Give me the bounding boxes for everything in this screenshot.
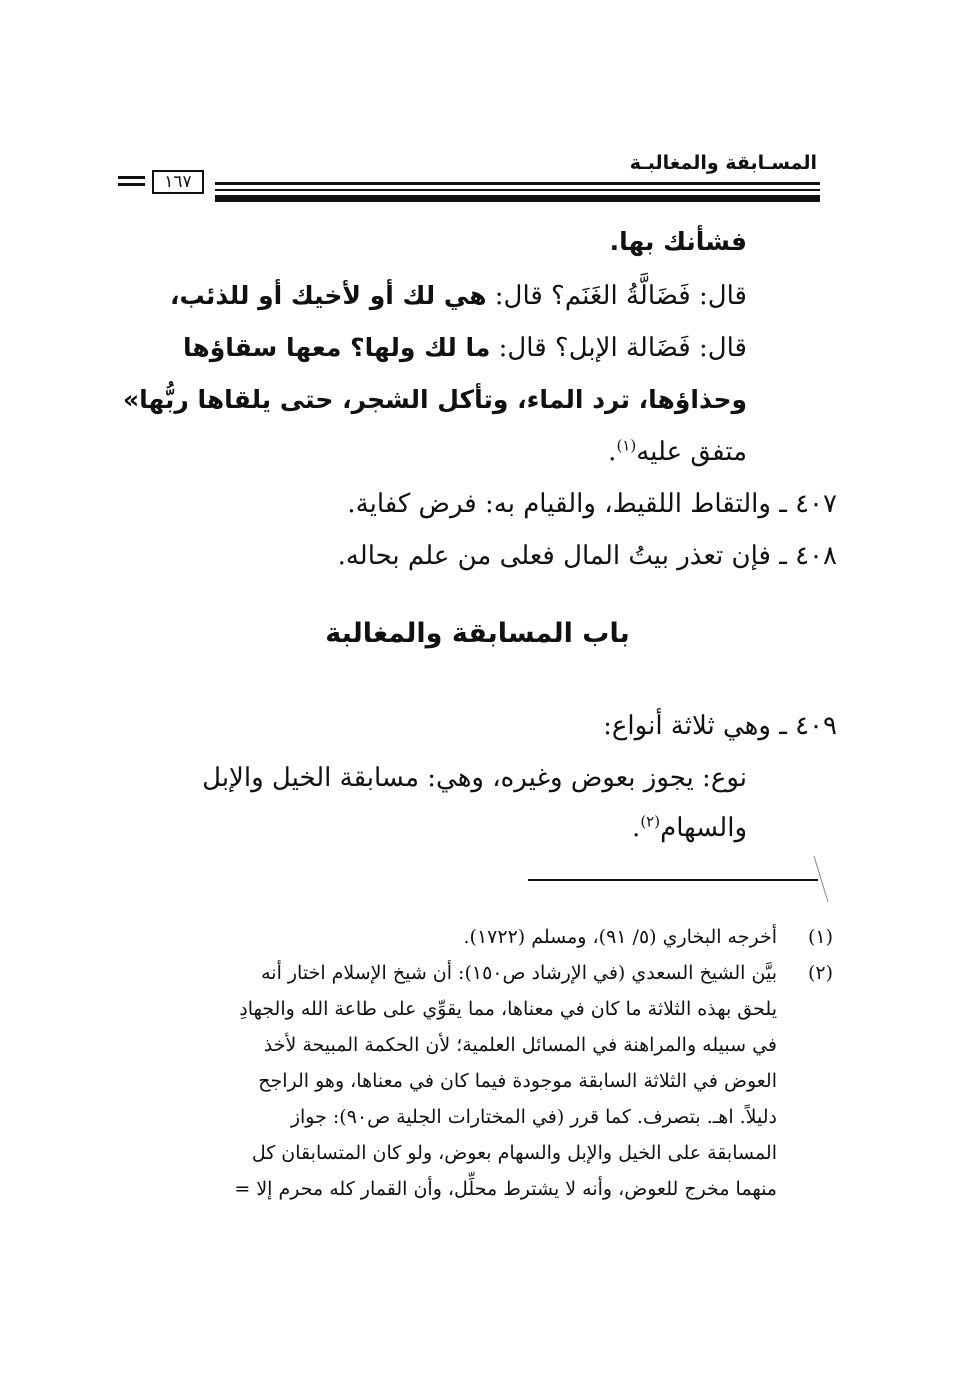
text-line bbox=[183, 328, 747, 368]
page-number: ١٦٧ bbox=[152, 170, 204, 194]
footnote-text: المسابقة على الخيل والإبل والسهام بعوض، ولو كان المتسابقان كل bbox=[251, 1142, 777, 1164]
footnote-text: بيَّن الشيخ السعدي (في الإرشاد ص١٥٠): أن شيخ الإسلام اختار أنه bbox=[261, 962, 777, 984]
text-span: قال: فَضَالَّةُ الغَنَم؟ قال: bbox=[486, 281, 747, 311]
footnote-number: (١) bbox=[807, 926, 833, 948]
text-line bbox=[632, 808, 747, 848]
numbered-item: ٤٠٧ ـ والتقاط اللقيط، والقيام به: فرض كفاية. bbox=[347, 489, 837, 519]
footnote-ref: (١) bbox=[616, 436, 637, 455]
numbered-item: ٤٠٩ ـ وهي ثلاثة أنواع: bbox=[603, 711, 837, 741]
scan-mark bbox=[812, 856, 832, 902]
numbered-item: ٤٠٨ ـ فإن تعذر بيتُ المال فعلى من علم بحاله. bbox=[337, 541, 837, 571]
running-header-title: المسـابقة والمغالبـة bbox=[629, 152, 817, 174]
header-dash bbox=[118, 183, 145, 186]
text-span: قال: فَضَالة الإبل؟ قال: bbox=[490, 333, 747, 363]
footnote-text: منهما مخرج للعوض، وأنه لا يشترط محلِّل، وأن القمار كله محرم إلا = bbox=[234, 1178, 777, 1200]
footnote-text: دليلاً. اهـ. بتصرف. كما قرر (في المختارات الجلية ص٩٠): جواز bbox=[290, 1106, 777, 1128]
text-line: فشأنك بها. bbox=[609, 227, 747, 256]
footnote-text: في سبيله والمراهنة في المسائل العلمية؛ لأن الحكمة المبيحة لأخذ bbox=[263, 1034, 777, 1056]
header-dash bbox=[118, 176, 145, 179]
footnote-separator bbox=[528, 879, 818, 881]
text-span: . bbox=[608, 437, 617, 467]
text-span: . bbox=[632, 813, 641, 843]
footnote-text: أخرجه البخاري (٥/ ٩١)، ومسلم (١٧٢٢). bbox=[463, 926, 777, 948]
text-line: نوع: يجوز بعوض وغيره، وهي: مسابقة الخيل والإبل bbox=[202, 763, 747, 793]
text-line bbox=[170, 276, 747, 316]
text-span-bold: ما لك ولها؟ معها سقاؤها bbox=[183, 333, 491, 362]
text-span: والسهام bbox=[660, 813, 747, 843]
footnote-text: يلحق بهذه الثلاثة ما كان في معناها، مما يقوِّي على طاعة الله والجهادِ bbox=[239, 998, 777, 1020]
text-span: متفق عليه bbox=[636, 437, 747, 467]
section-heading: باب المسابقة والمغالبة bbox=[325, 618, 630, 649]
footnote-number: (٢) bbox=[807, 962, 833, 984]
header-rule bbox=[215, 195, 820, 202]
header-rule bbox=[215, 189, 820, 191]
text-span-bold: هي لك أو لأخيك أو للذئب، bbox=[170, 281, 487, 310]
text-line: وحذاؤها، ترد الماء، وتأكل الشجر، حتى يلقاها ربُّها» bbox=[122, 385, 747, 414]
header-rule bbox=[215, 182, 820, 185]
text-line bbox=[608, 432, 747, 472]
footnote-ref: (٢) bbox=[640, 812, 661, 831]
footnote-text: العوض في الثلاثة السابقة موجودة فيما كان في معناها، وهو الراجح bbox=[258, 1070, 777, 1092]
